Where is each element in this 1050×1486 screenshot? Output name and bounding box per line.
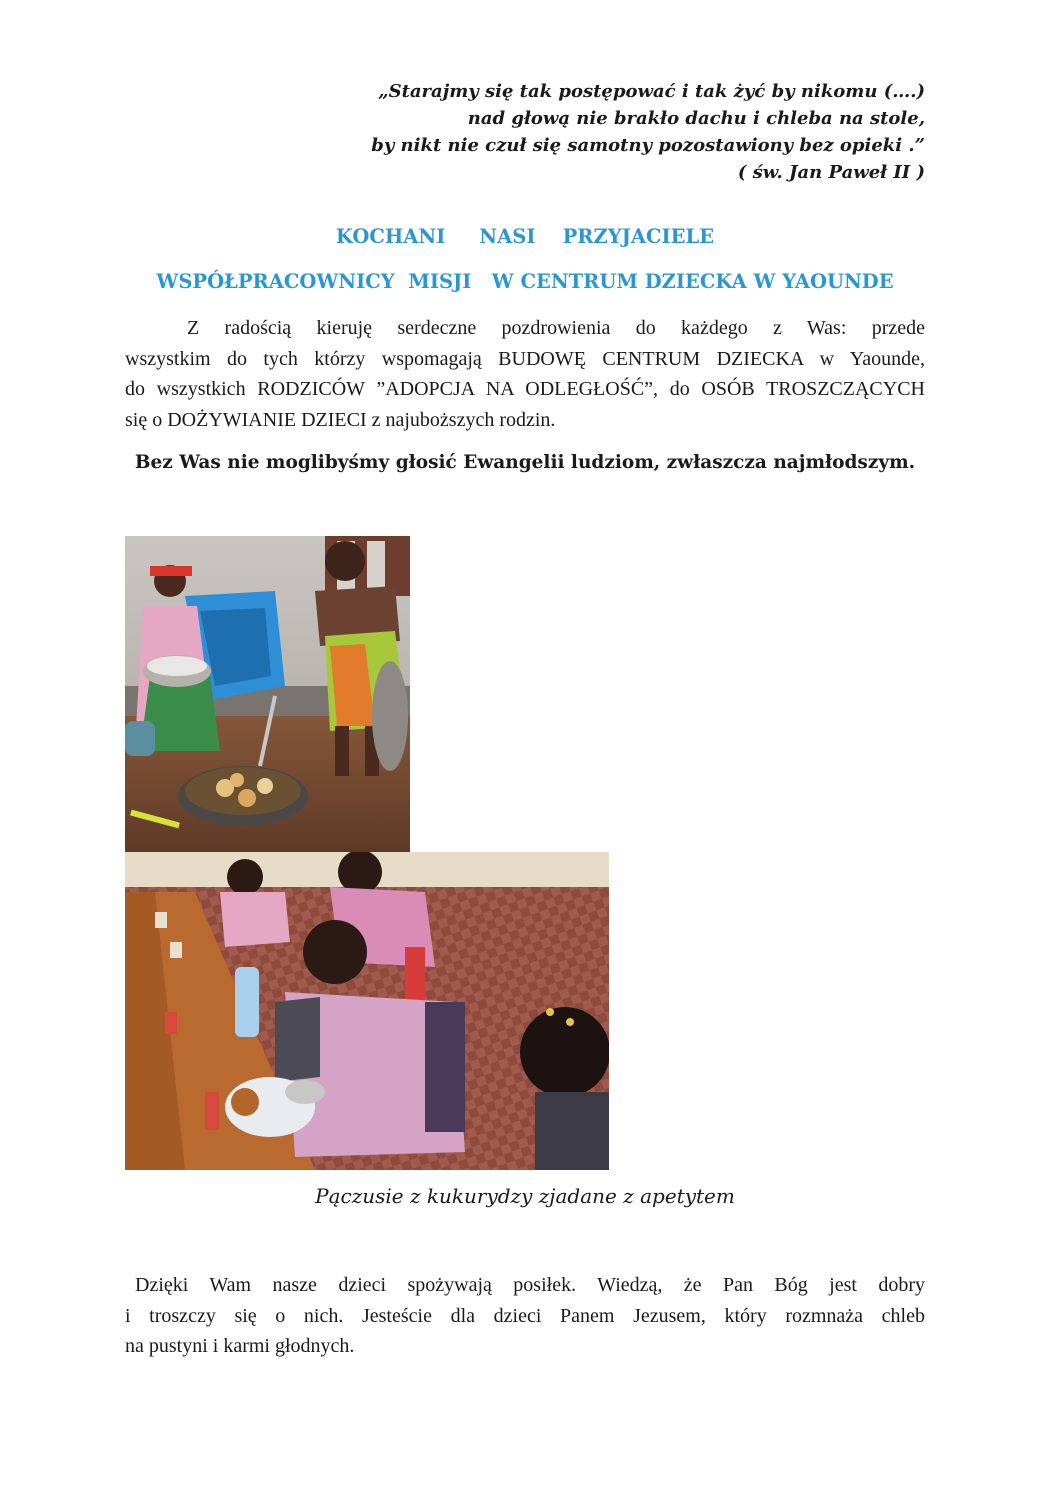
photo-cooking — [125, 536, 410, 852]
paragraph-line: Dzięki Wam nasze dzieci spożywają posiłek. Wiedzą, że Pan Bóg jest dobry — [135, 1274, 925, 1296]
paragraph-line: się o DOŻYWIANIE DZIECI z najuboższych rodzin. — [125, 408, 556, 431]
paragraph-line: i troszczy się o nich. Jesteście dla dzieci Panem Jezusem, który rozmnaża chleb — [125, 1304, 925, 1327]
photo-caption: Pączusie z kukurydzy zjadane z apetytem — [315, 1184, 735, 1208]
intro-paragraph — [125, 313, 925, 435]
quote-line: nad głową nie brakło dachu i chleba na stole, — [467, 108, 925, 129]
paragraph-line: Z radością kieruję serdeczne pozdrowienia do każdego z Was: przede — [187, 317, 925, 339]
photo-children-eating — [125, 852, 609, 1170]
quote-line: „Starajmy się tak postępować i tak żyć by nikomu (….) — [378, 81, 925, 102]
paragraph-line: na pustyni i karmi głodnych. — [125, 1335, 355, 1357]
paragraph-line: do wszystkich RODZICÓW ”ADOPCJA NA ODLEGŁOŚĆ”, do OSÓB TROSZCZĄCYCH — [125, 378, 925, 400]
closing-paragraph — [125, 1270, 925, 1362]
heading-subtitle: WSPÓŁPRACOWNICY MISJI W CENTRUM DZIECKA W YAOUNDE — [156, 270, 894, 293]
quote-line: by nikt nie czuł się samotny pozostawiony bez opieki .” — [371, 135, 925, 156]
quote-block — [165, 78, 925, 186]
bold-statement: Bez Was nie moglibyśmy głosić Ewangelii ludziom, zwłaszcza najmłodszym. — [134, 452, 916, 473]
quote-attribution: ( św. Jan Paweł II ) — [737, 162, 925, 183]
paragraph-line: wszystkim do tych którzy wspomagają BUDOWĘ CENTRUM DZIECKA w Yaounde, — [125, 347, 925, 370]
heading-greeting: KOCHANI NASI PRZYJACIELE — [335, 225, 715, 248]
